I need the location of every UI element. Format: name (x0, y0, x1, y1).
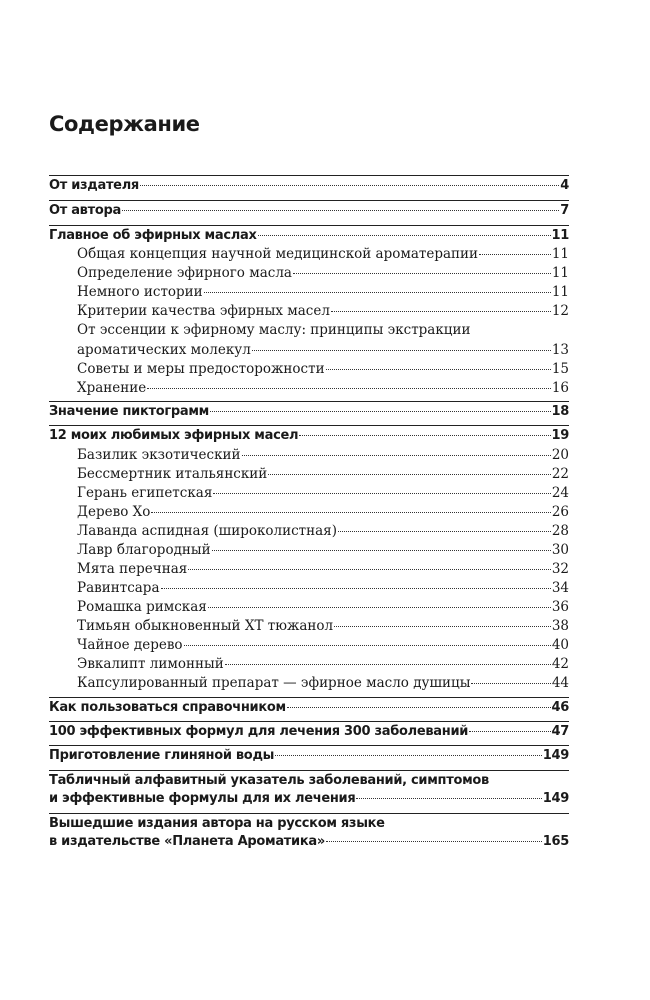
page-title: Содержание (49, 112, 200, 136)
toc-entry[interactable]: Приготовление глиняной воды 149 (49, 748, 569, 763)
toc-subentry[interactable]: ароматических молекул 13 (77, 342, 569, 358)
toc-subentry[interactable]: Критерии качества эфирных масел 12 (77, 303, 569, 319)
toc-subentry[interactable]: Ромашка римская 36 (77, 599, 569, 615)
toc-entry[interactable]: и эффективные формулы для их лечения 149 (49, 791, 569, 806)
toc-subentry[interactable]: Равинтсара 34 (77, 580, 569, 596)
toc-subentry-line1[interactable]: От эссенции к эфирному маслу: принципы экстракции (77, 322, 471, 338)
toc-subentry[interactable]: Герань египетская 24 (77, 485, 569, 501)
toc-subentry[interactable]: Дерево Хо 26 (77, 504, 569, 520)
toc-subentry[interactable]: Немного истории 11 (77, 284, 569, 300)
toc-subentry[interactable]: Хранение 16 (77, 380, 569, 396)
toc-subentry[interactable]: Определение эфирного масла 11 (77, 265, 569, 281)
toc-entry[interactable]: От издателя 4 (49, 178, 569, 193)
toc-entry[interactable]: 12 моих любимых эфирных масел 19 (49, 428, 569, 443)
toc-subentry[interactable]: Базилик экзотический 20 (77, 447, 569, 463)
toc-entry[interactable]: в издательстве «Планета Ароматика» 165 (49, 834, 569, 849)
toc-subentry[interactable]: Чайное дерево 40 (77, 637, 569, 653)
toc-entry[interactable]: От автора 7 (49, 203, 569, 218)
toc-subentry[interactable]: Тимьян обыкновенный ХТ тюжанол 38 (77, 618, 569, 634)
toc-entry-line1[interactable]: Табличный алфавитный указатель заболеваний, симптомов (49, 773, 489, 788)
toc-subentry[interactable]: Эвкалипт лимонный 42 (77, 656, 569, 672)
toc-subentry[interactable]: Капсулированный препарат — эфирное масло душицы 44 (77, 675, 569, 691)
toc-subentry[interactable]: Лавр благородный 30 (77, 542, 569, 558)
toc-subentry[interactable]: Мята перечная 32 (77, 561, 569, 577)
toc-subentry[interactable]: Общая концепция научной медицинской ароматерапии 11 (77, 246, 569, 262)
toc-entry[interactable]: 100 эффективных формул для лечения 300 заболеваний 47 (49, 724, 569, 739)
toc-subentry[interactable]: Советы и меры предосторожности 15 (77, 361, 569, 377)
toc-entry[interactable]: Как пользоваться справочником 46 (49, 700, 569, 715)
toc-subentry[interactable]: Лаванда аспидная (широколистная) 28 (77, 523, 569, 539)
toc-entry[interactable]: Значение пиктограмм 18 (49, 404, 569, 419)
toc-entry[interactable]: Главное об эфирных маслах 11 (49, 228, 569, 243)
toc-subentry[interactable]: Бессмертник итальянский 22 (77, 466, 569, 482)
toc-entry-line1[interactable]: Вышедшие издания автора на русском языке (49, 816, 385, 831)
